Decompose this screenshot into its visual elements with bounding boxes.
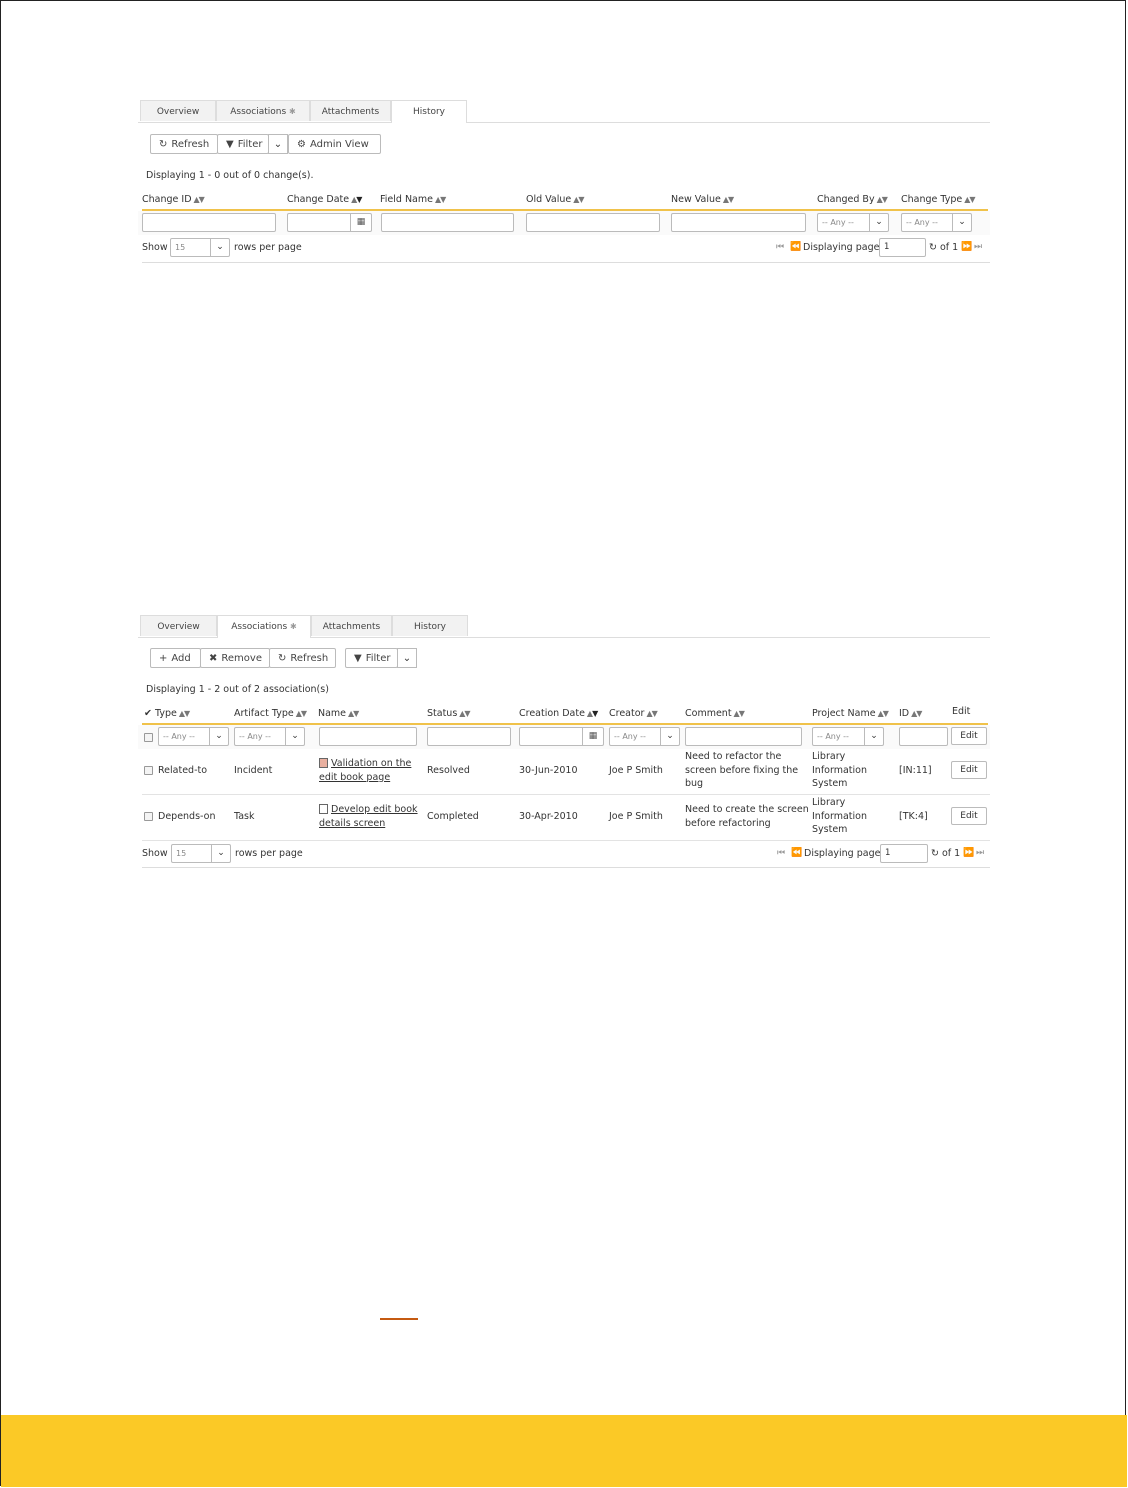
sort-icon[interactable]: ▲▼ <box>295 709 307 718</box>
page-number-input[interactable]: 1 <box>879 238 926 257</box>
row-checkbox[interactable] <box>144 766 153 775</box>
refresh-icon[interactable]: ↻ <box>931 848 939 859</box>
panel-bottom-divider <box>142 262 990 263</box>
plus-icon: + <box>159 653 168 664</box>
sort-icon[interactable]: ▲▼ <box>178 709 190 718</box>
row-edit-button[interactable]: Edit <box>951 761 987 779</box>
prev-page-icon[interactable]: ⏪ <box>790 242 801 252</box>
rows-per-page-select[interactable]: 15 ⌄ <box>171 844 231 863</box>
column-change-type[interactable]: Change Type ▲▼ <box>901 194 975 205</box>
refresh-icon: ↻ <box>159 139 168 150</box>
status-filter-input[interactable] <box>427 727 511 746</box>
next-page-icon[interactable]: ⏩ <box>961 242 972 252</box>
column-creator[interactable]: Creator ▲▼ <box>609 708 657 719</box>
first-page-icon[interactable]: ⏮ <box>776 242 784 252</box>
column-edit: Edit <box>952 706 971 717</box>
row-creation-date: 30-Jun-2010 <box>519 765 578 776</box>
page-number-input[interactable]: 1 <box>880 844 928 863</box>
admin-view-button[interactable]: ⚙ Admin View <box>288 134 381 154</box>
row-status: Completed <box>427 811 479 822</box>
prev-page-icon[interactable]: ⏪ <box>791 848 802 858</box>
project-select[interactable]: -- Any -- ⌄ <box>812 727 884 746</box>
tab-overview[interactable]: Overview <box>140 100 216 121</box>
rows-per-page-select[interactable]: 15 ⌄ <box>170 238 230 257</box>
row-divider <box>142 840 990 841</box>
select-all-checkbox[interactable] <box>144 733 153 742</box>
sort-icon[interactable]: ▲▼ <box>348 709 359 718</box>
row-edit-button[interactable]: Edit <box>951 807 987 825</box>
column-status[interactable]: Status ▲▼ <box>427 708 470 719</box>
row-comment: Need to refactor the screen before fixing the bug <box>685 751 799 789</box>
change-id-filter-input[interactable] <box>142 213 276 232</box>
row-creator: Joe P Smith <box>609 811 663 822</box>
asterisk-icon: ✱ <box>290 622 297 631</box>
row-artifact-type: Incident <box>234 765 273 776</box>
filter-row <box>138 211 990 235</box>
row-creator: Joe P Smith <box>609 765 663 776</box>
sort-icon[interactable]: ▲▼ <box>351 195 362 204</box>
name-filter-input[interactable] <box>319 727 417 746</box>
old-value-filter-input[interactable] <box>526 213 660 232</box>
filter-dropdown-button[interactable] <box>268 134 288 154</box>
creator-select[interactable]: -- Any -- ⌄ <box>609 727 680 746</box>
row-comment: Need to create the screen before refactoring <box>685 804 809 829</box>
asterisk-icon: ✱ <box>289 107 296 116</box>
column-artifact-type[interactable]: Artifact Type ▲▼ <box>234 708 307 719</box>
displaying-count: Displaying 1 - 0 out of 0 change(s). <box>146 170 314 181</box>
filter-edit-button[interactable]: Edit <box>951 727 987 745</box>
calendar-icon[interactable]: ▦ <box>582 728 603 745</box>
column-new-value[interactable]: New Value ▲▼ <box>671 194 734 205</box>
row-project-name: Library Information System <box>812 751 867 789</box>
chevron-down-icon: ⌄ <box>660 728 679 745</box>
tab-associations[interactable]: Associations ✱ <box>216 100 310 121</box>
row-divider <box>142 794 990 795</box>
add-button[interactable]: + Add <box>150 648 201 668</box>
footer-band <box>1 1415 1127 1487</box>
tab-overview[interactable]: Overview <box>140 615 217 636</box>
column-comment[interactable]: Comment ▲▼ <box>685 708 744 719</box>
row-status: Resolved <box>427 765 470 776</box>
refresh-icon: ↻ <box>278 653 287 664</box>
select-all-icon[interactable]: ✔ <box>144 708 152 719</box>
filter-dropdown-button[interactable] <box>397 648 417 668</box>
page-total: ↻ of 1 <box>931 848 961 859</box>
column-project-name[interactable]: Project Name ▲▼ <box>812 708 888 719</box>
row-creation-date: 30-Apr-2010 <box>519 811 578 822</box>
change-date-filter-input[interactable] <box>287 213 372 232</box>
column-change-id[interactable]: Change ID ▲▼ <box>142 194 204 205</box>
filter-button[interactable]: ▼ Filter <box>217 134 269 154</box>
row-type: Related-to <box>158 765 208 776</box>
incident-icon <box>319 758 328 768</box>
panel-bottom-divider <box>142 867 990 868</box>
tab-attachments[interactable]: Attachments <box>310 100 391 121</box>
sort-icon[interactable]: ▲▼ <box>459 709 470 718</box>
page-total: ↻ of 1 <box>929 242 959 253</box>
sort-icon[interactable]: ▲▼ <box>877 709 888 718</box>
row-project-name: Library Information System <box>812 797 867 835</box>
refresh-button[interactable]: ↻ Refresh <box>150 134 218 154</box>
column-type[interactable]: ✔ Type ▲▼ <box>144 708 190 719</box>
row-name-link[interactable]: Develop edit book details screen <box>319 804 418 829</box>
displaying-page-label: Displaying page <box>804 848 881 859</box>
displaying-page-label: Displaying page <box>803 242 880 253</box>
column-name[interactable]: Name ▲▼ <box>318 708 359 719</box>
tab-bar <box>138 615 990 638</box>
associations-panel <box>138 615 990 875</box>
sort-icon[interactable]: ▲▼ <box>573 195 584 204</box>
column-change-date[interactable]: Change Date ▲▼ <box>287 194 362 205</box>
show-label: Show <box>142 242 168 253</box>
column-creation-date[interactable]: Creation Date ▲▼ <box>519 708 598 719</box>
tab-history[interactable]: History <box>392 615 468 636</box>
row-checkbox[interactable] <box>144 812 153 821</box>
last-page-icon[interactable]: ⏭ <box>976 848 984 858</box>
show-label: Show <box>142 848 168 859</box>
filter-button[interactable]: ▼ Filter <box>345 648 398 668</box>
tab-history[interactable]: History <box>391 100 467 123</box>
row-name-link[interactable]: Validation on the edit book page <box>319 758 412 783</box>
chevron-down-icon: ⌄ <box>402 653 412 664</box>
last-page-icon[interactable]: ⏭ <box>974 242 982 252</box>
sort-icon[interactable]: ▲▼ <box>911 709 922 718</box>
chevron-down-icon: ⌄ <box>285 728 304 745</box>
displaying-count: Displaying 1 - 2 out of 2 association(s) <box>146 684 329 695</box>
column-changed-by[interactable]: Changed By ▲▼ <box>817 194 887 205</box>
filter-row <box>138 725 990 749</box>
sort-icon[interactable]: ▲▼ <box>646 709 657 718</box>
column-old-value[interactable]: Old Value ▲▼ <box>526 194 584 205</box>
sort-icon[interactable]: ▲▼ <box>434 195 446 204</box>
sort-icon[interactable]: ▲▼ <box>733 709 744 718</box>
artifact-type-select[interactable]: -- Any -- ⌄ <box>234 727 305 746</box>
accent-line <box>380 1318 418 1320</box>
column-id[interactable]: ID ▲▼ <box>899 708 922 719</box>
tab-bar <box>138 100 990 123</box>
chevron-down-icon: ⌄ <box>209 728 228 745</box>
chevron-down-icon: ⌄ <box>210 239 229 256</box>
task-icon <box>319 804 328 814</box>
sort-icon[interactable]: ▲▼ <box>876 195 887 204</box>
rows-per-page-label: rows per page <box>235 848 303 859</box>
refresh-button[interactable]: ↻ Refresh <box>269 648 336 668</box>
filter-icon: ▼ <box>354 653 362 664</box>
column-field-name[interactable]: Field Name ▲▼ <box>380 194 446 205</box>
row-id: [TK:4] <box>899 811 928 822</box>
first-page-icon[interactable]: ⏮ <box>777 848 785 858</box>
chevron-down-icon: ⌄ <box>211 845 230 862</box>
creation-date-filter-input[interactable] <box>519 727 604 746</box>
chevron-down-icon: ⌄ <box>273 139 283 150</box>
tab-attachments[interactable]: Attachments <box>311 615 392 636</box>
field-name-filter-input[interactable] <box>381 213 514 232</box>
remove-button[interactable]: ✖ Remove <box>200 648 270 668</box>
changed-by-select[interactable]: -- Any -- ⌄ <box>817 213 889 232</box>
sort-icon[interactable]: ▲▼ <box>722 195 734 204</box>
sort-icon[interactable]: ▲▼ <box>193 195 204 204</box>
close-icon: ✖ <box>209 653 218 664</box>
chevron-down-icon: ⌄ <box>864 728 883 745</box>
comment-filter-input[interactable] <box>685 727 802 746</box>
filter-icon: ▼ <box>226 139 234 150</box>
row-id: [IN:11] <box>899 765 932 776</box>
chevron-down-icon: ⌄ <box>952 214 971 231</box>
calendar-icon[interactable]: ▦ <box>350 214 371 231</box>
tab-associations[interactable]: Associations ✱ <box>217 615 311 638</box>
row-artifact-type: Task <box>234 811 255 822</box>
chevron-down-icon: ⌄ <box>869 214 888 231</box>
next-page-icon[interactable]: ⏩ <box>963 848 974 858</box>
row-type: Depends-on <box>158 811 216 822</box>
new-value-filter-input[interactable] <box>671 213 806 232</box>
change-type-select[interactable]: -- Any -- ⌄ <box>901 213 972 232</box>
rows-per-page-label: rows per page <box>234 242 302 253</box>
id-filter-input[interactable] <box>899 727 948 746</box>
gear-icon: ⚙ <box>297 139 306 150</box>
history-panel <box>138 100 990 265</box>
sort-icon[interactable]: ▲▼ <box>964 195 975 204</box>
refresh-icon[interactable]: ↻ <box>929 242 937 253</box>
sort-icon[interactable]: ▲▼ <box>586 709 598 718</box>
type-select[interactable]: -- Any -- ⌄ <box>158 727 229 746</box>
